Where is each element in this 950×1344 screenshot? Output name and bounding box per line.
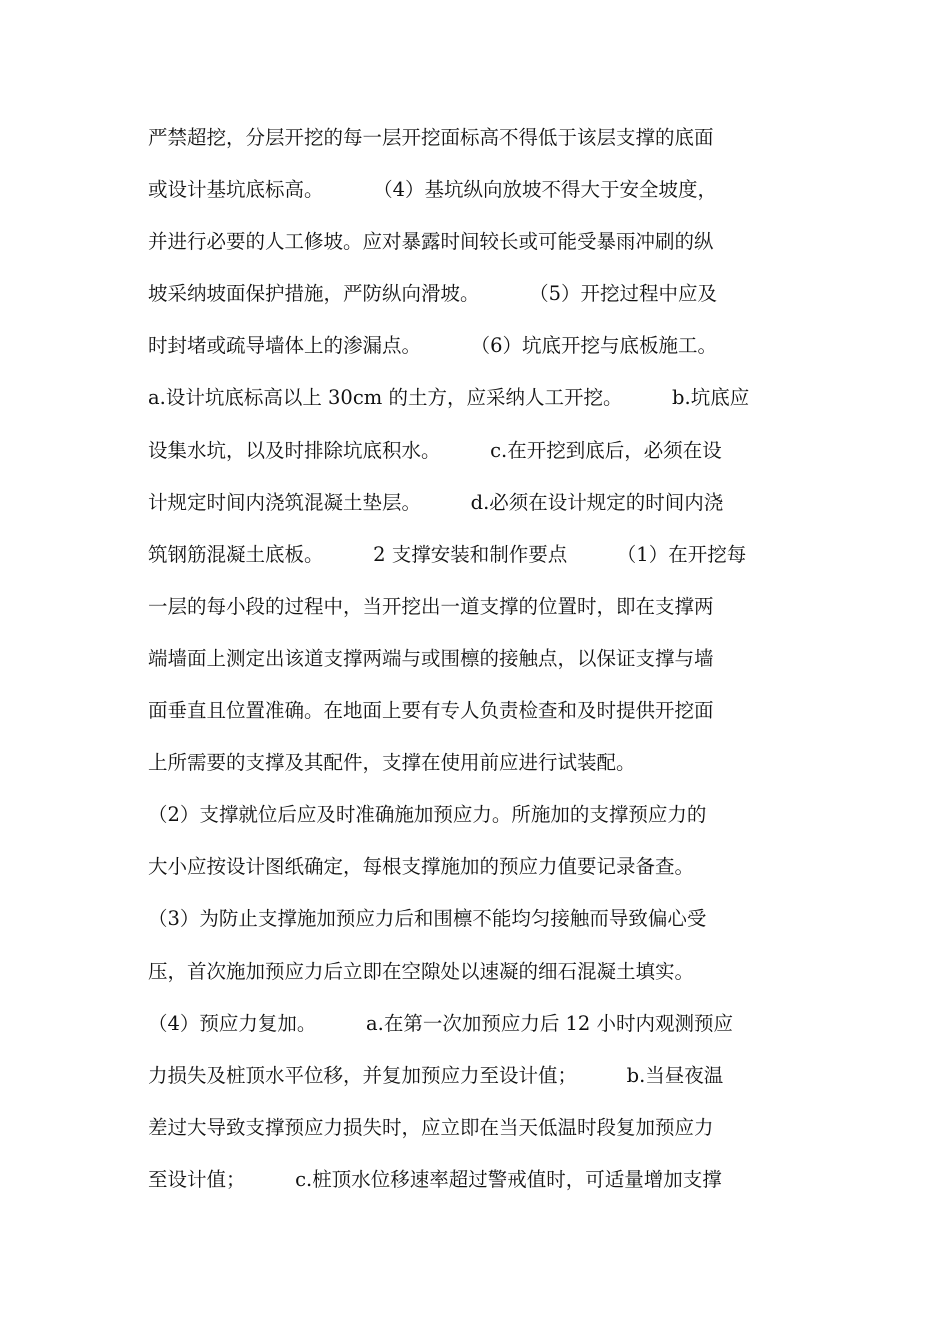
text-line: （4）预应力复加。 a.在第一次加预应力后 12 小时内观测预应 [148, 1011, 734, 1035]
text-line: 上所需要的支撑及其配件，支撑在使用前应进行试装配。 [148, 751, 636, 775]
text-line: 时封堵或疏导墙体上的渗漏点。 （6）坑底开挖与底板施工。 [148, 334, 717, 358]
text-line: 筑钢筋混凝土底板。 2 支撑安装和制作要点 （1）在开挖每 [148, 542, 747, 566]
text-line: （2）支撑就位后应及时准确施加预应力。所施加的支撑预应力的 [148, 803, 707, 827]
text-line: a.设计坑底标高以上 30cm 的土方，应采纳人工开挖。 b.坑底应 [148, 386, 750, 410]
text-line: 面垂直且位置准确。在地面上要有专人负责检查和及时提供开挖面 [148, 699, 714, 723]
text-line: 差过大导致支撑预应力损失时，应立即在当天低温时段复加预应力 [148, 1115, 714, 1139]
document-body [148, 116, 808, 1210]
text-line: 端墙面上测定出该道支撑两端与或围檩的接触点，以保证支撑与墙 [148, 646, 714, 670]
text-line: 并进行必要的人工修坡。应对暴露时间较长或可能受暴雨冲刷的纵 [148, 230, 714, 254]
text-line: 或设计基坑底标高。 （4）基坑纵向放坡不得大于安全坡度， [148, 178, 717, 202]
text-line: 坡采纳坡面保护措施，严防纵向滑坡。 （5）开挖过程中应及 [148, 282, 717, 306]
text-line: 至设计值； c.桩顶水位移速率超过警戒值时，可适量增加支撑 [148, 1167, 722, 1191]
text-line: 设集水坑，以及时排除坑底积水。 c.在开挖到底后，必须在设 [148, 438, 722, 462]
text-line: 计规定时间内浇筑混凝土垫层。 d.必须在设计规定的时间内浇 [148, 490, 724, 514]
text-line: 严禁超挖，分层开挖的每一层开挖面标高不得低于该层支撑的底面 [148, 126, 714, 149]
text-line: 力损失及桩顶水平位移，并复加预应力至设计值； b.当昼夜温 [148, 1063, 724, 1087]
text-line: 压，首次施加预应力后立即在空隙处以速凝的细石混凝土填实。 [148, 959, 695, 983]
text-line: 一层的每小段的过程中，当开挖出一道支撑的位置时，即在支撑两 [148, 594, 714, 618]
text-line: 大小应按设计图纸确定，每根支撑施加的预应力值要记录备查。 [148, 855, 695, 879]
text-line: （3）为防止支撑施加预应力后和围檩不能均匀接触而导致偏心受 [148, 907, 707, 931]
